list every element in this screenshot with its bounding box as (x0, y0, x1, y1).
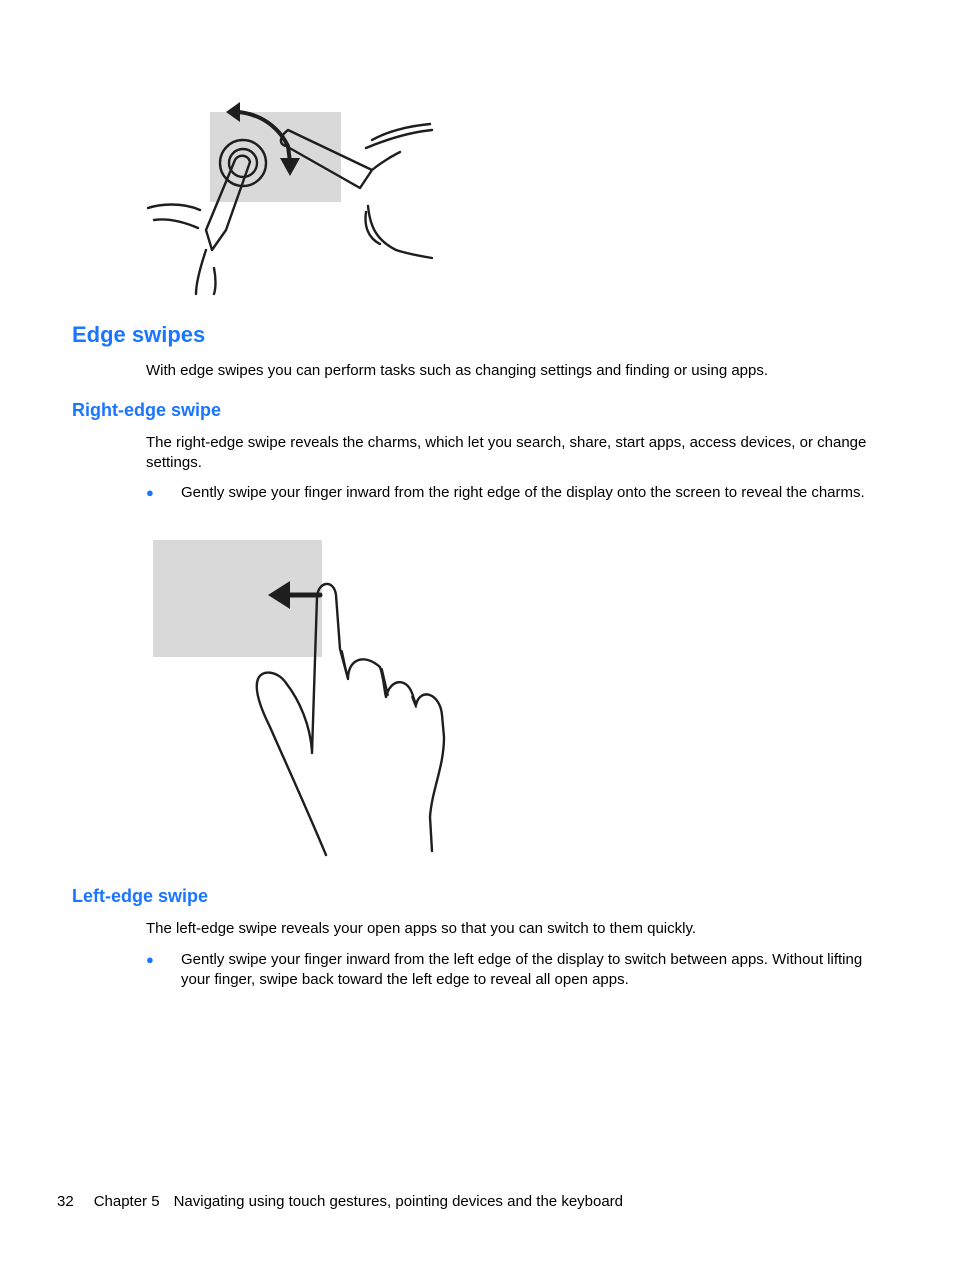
page-number: 32 (57, 1193, 74, 1210)
left-edge-bullet (146, 950, 876, 990)
right-edge-bullet-text: Gently swipe your finger inward from the right edge of the display onto the screen to reveal the charms. (181, 484, 865, 501)
right-edge-title: Right-edge swipe (72, 400, 222, 420)
rotate-gesture-illustration (140, 100, 440, 300)
section-title: Edge swipes (72, 322, 206, 347)
screen-panel (153, 540, 322, 657)
page-footer (57, 1192, 623, 1211)
left-hand (148, 205, 216, 295)
bullet-icon: ● (146, 952, 154, 967)
footer-chapter: Chapter 5 (93, 1193, 160, 1210)
right-edge-swipe-illustration (150, 537, 450, 857)
bullet-icon: ● (146, 485, 154, 500)
finger-creases (342, 651, 416, 707)
footer-chapter-title: Navigating using touch gestures, pointing devices and the keyboard (173, 1193, 624, 1210)
right-edge-description: The right-edge swipe reveals the charms, which let you search, share, start apps, access devices, or change settings. (146, 434, 867, 471)
right-edge-bullet (146, 483, 876, 523)
left-edge-title: Left-edge swipe (72, 886, 209, 906)
right-hand (366, 124, 432, 258)
section-intro: With edge swipes you can perform tasks such as changing settings and finding or using apps. (146, 362, 769, 379)
left-edge-description: The left-edge swipe reveals your open apps so that you can switch to them quickly. (146, 920, 697, 937)
left-edge-bullet-text: Gently swipe your finger inward from the left edge of the display to switch between apps. Without lifting your finger, swipe back toward the left edge to reveal all open apps. (181, 951, 863, 988)
